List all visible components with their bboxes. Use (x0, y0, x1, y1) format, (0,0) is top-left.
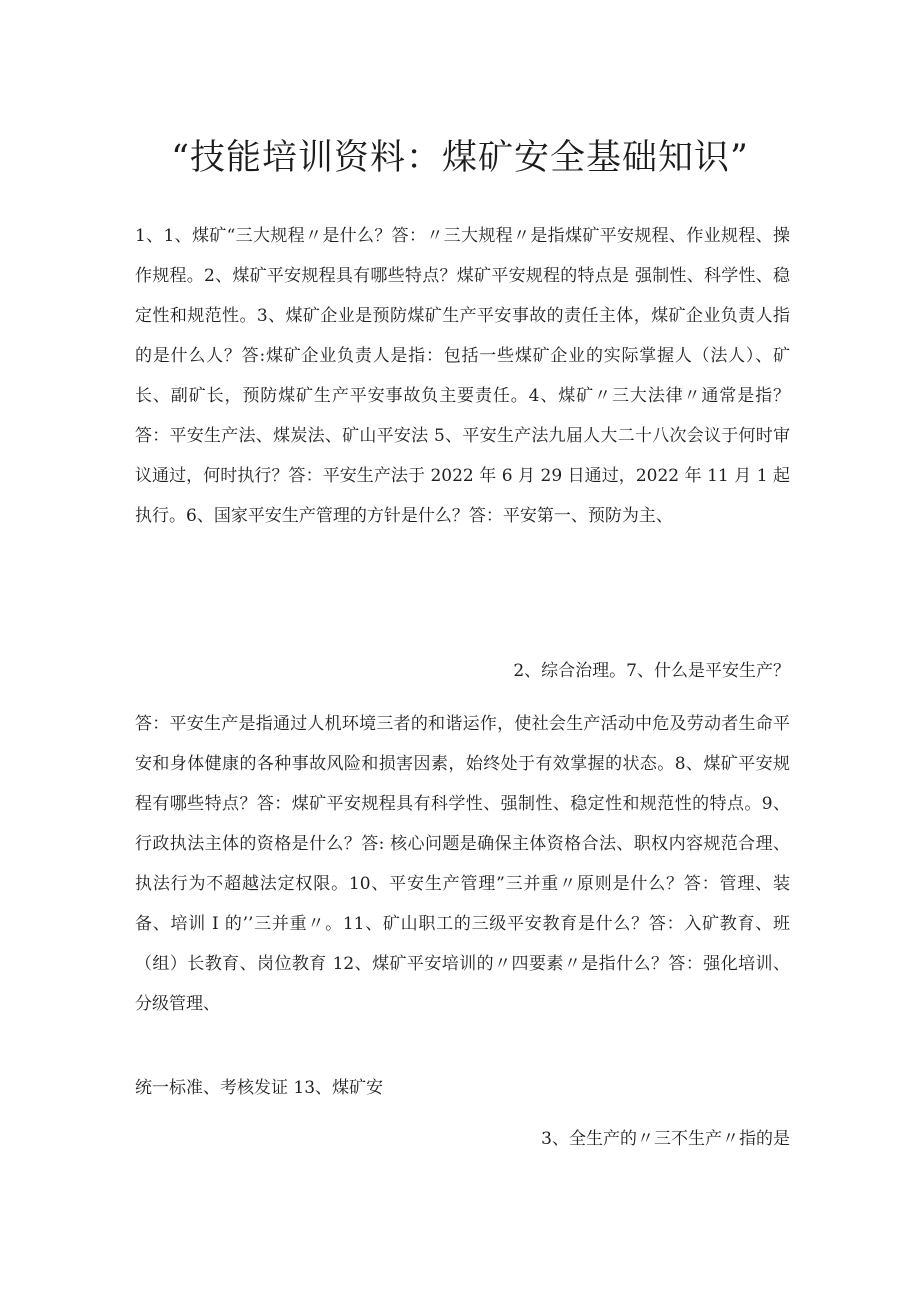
right-aligned-line-1: 2、综合治理。7、什么是平安生产？ (513, 661, 790, 681)
left-aligned-line-1: 统一标准、考核发证 13、煤矿安 (135, 1078, 384, 1098)
right-aligned-line-2: 3、全生产的〃三不生产〃指的是 (541, 1129, 790, 1149)
body-paragraph-2: 答：平安生产是指通过人机环境三者的和谐运作，使社会生产活动中危及劳动者生命平安和身体健康的各种事故风险和损害因素，始终处于有效掌握的状态。8、煤矿平安规程有哪些特点？答：煤矿平安规程具有科学性、强制性、稳定性和规范性的特点。9、行政执法主体的资格是什么？答: 核心问题是确保主体资格合法、职权内容规范合理、执法行为不超越法定权限。10、平安生产管理”三并重〃原则是什么？答：管理、装备、培训 I 的’’三并重〃。11、矿山职工的三级平安教育是什么？答：入矿教育、班（组）长教育、岗位教育 12、煤矿平安培训的〃四要素〃是指什么？答：强化培训、分级管理、 (135, 714, 790, 1014)
document-title: “技能培训资料：煤矿安全基础知识” (171, 138, 749, 178)
body-paragraph-1: 1、1、煤矿“三大规程〃是什么？答：〃三大规程〃是指煤矿平安规程、作业规程、操作规程。2、煤矿平安规程具有哪些特点？煤矿平安规程的特点是 强制性、科学性、稳定性和规范性。3、煤矿企业是预防煤矿生产平安事故的责任主体，煤矿企业负责人指的是什么人？答:煤矿企业负责人是指：包括一些煤矿企业的实际掌握人（法人）、矿长、副矿长，预防煤矿生产平安事故负主要责任。4、煤矿〃三大法律〃通常是指？答：平安生产法、煤炭法、矿山平安法 5、平安生产法九届人大二十八次会议于何时审议通过，何时执行？答：平安生产法于 2022 年 6 月 29 日通过，2022 年 11 月 1 起执行。6、国家平安生产管理的方针是什么？答：平安第一、预防为主、 (135, 226, 790, 526)
